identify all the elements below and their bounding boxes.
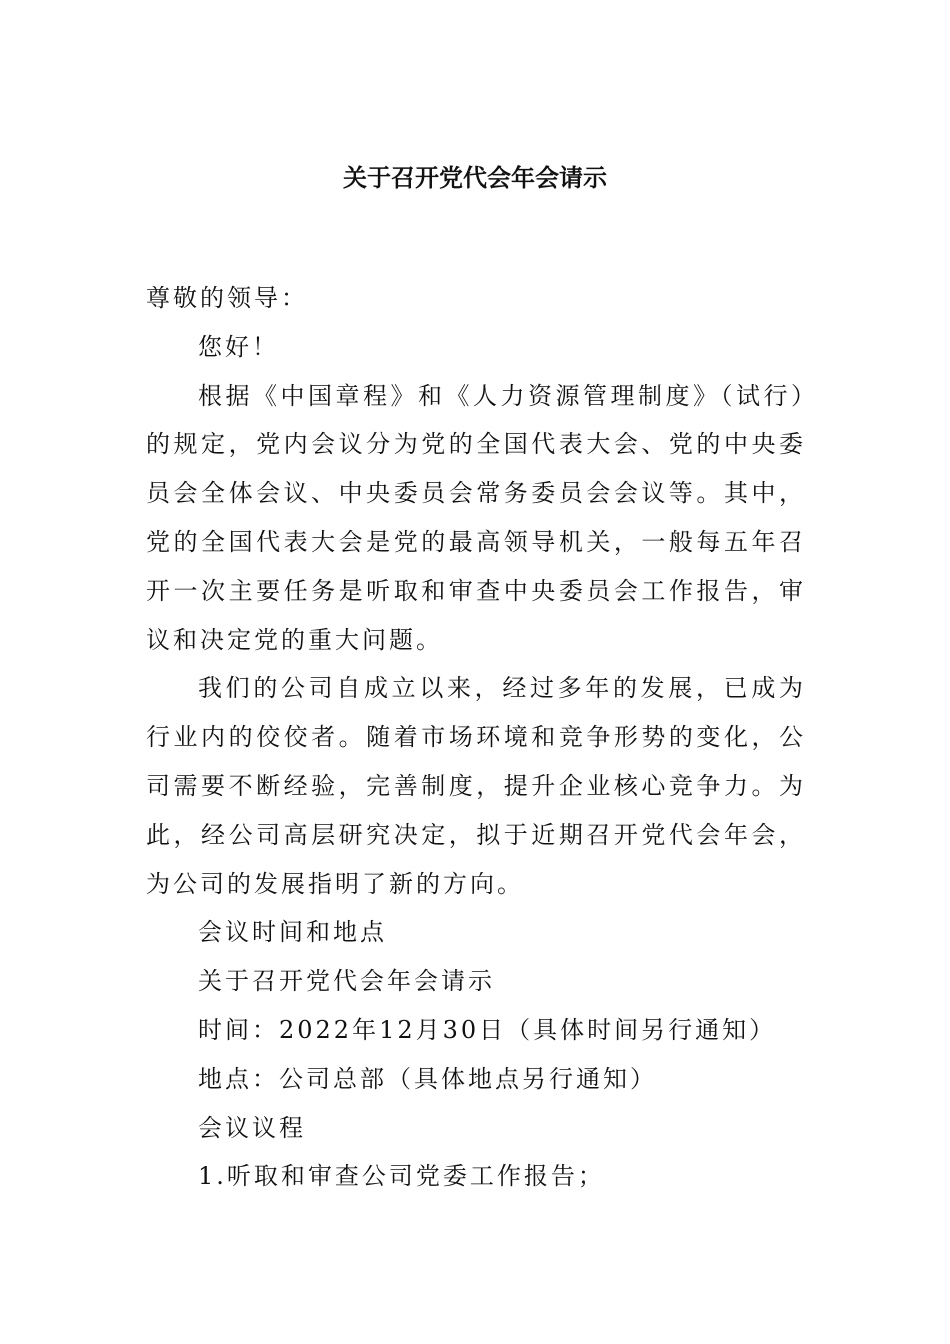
document-body — [146, 274, 806, 1201]
subtitle-repeat: 关于召开党代会年会请示 — [198, 967, 495, 996]
paragraph-regulations: 根据《中国章程》和《人力资源管理制度》（试行）的规定，党内会议分为党的全国代表大会、党的中央委员会全体会议、中央委员会常务委员会会议等。其中，党的全国代表大会是党的最高领导机关，一般每五年召开一次主要任务是听取和审查中央委员会工作报告，审议和决定党的重大问题。 — [146, 381, 806, 654]
section-agenda: 会议议程 — [198, 1113, 306, 1142]
time-line: 时间：2022年12月30日（具体时间另行通知） — [198, 1015, 777, 1044]
salutation: 尊敬的领导： — [146, 284, 308, 312]
section-time-place: 会议时间和地点 — [198, 918, 387, 947]
greeting: 您好！ — [198, 332, 279, 361]
agenda-item: 1.听取和审查公司党委工作报告； — [198, 1162, 605, 1191]
document-title: 关于召开党代会年会请示 — [343, 164, 607, 192]
paragraph-company: 我们的公司自成立以来，经过多年的发展，已成为行业内的佼佼者。随着市场环境和竞争形势的变化，公司需要不断经验，完善制度，提升企业核心竞争力。为此，经公司高层研究决定，拟于近期召开党代会年会，为公司的发展指明了新的方向。 — [146, 674, 806, 898]
place-line: 地点：公司总部（具体地点另行通知） — [198, 1064, 657, 1093]
